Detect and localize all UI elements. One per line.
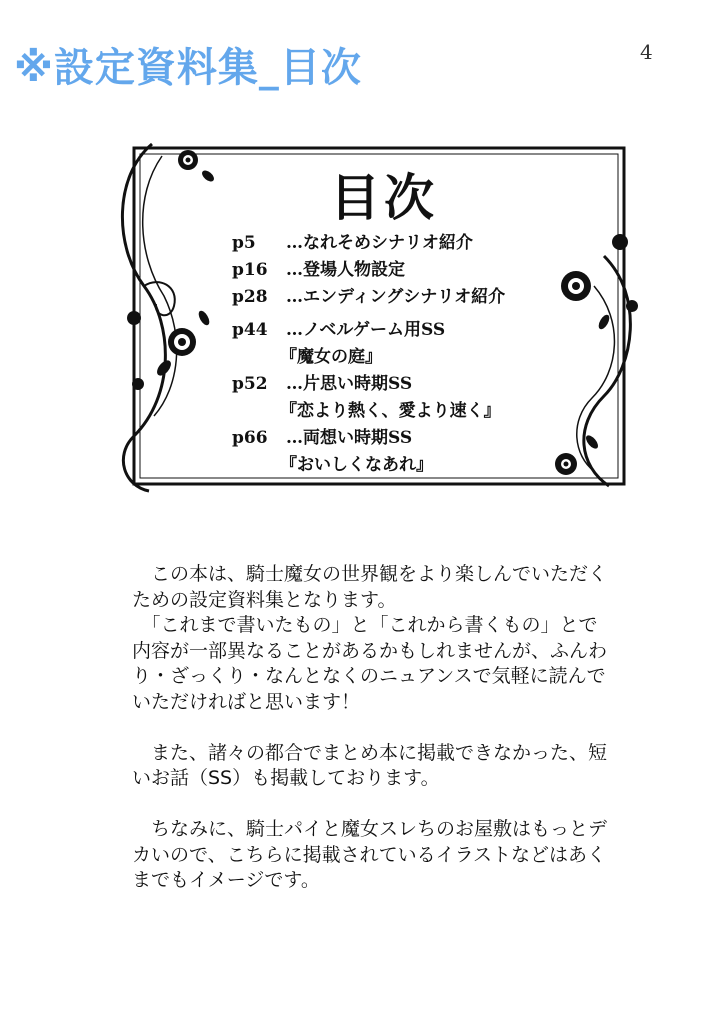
blank-line: [132, 715, 652, 741]
toc-frame: [104, 136, 644, 498]
toc-heading: 目次: [330, 168, 438, 227]
toc-entry: [232, 425, 632, 452]
toc-entry-subtitle: 『おいしくなあれ』: [280, 455, 433, 475]
toc-entry-page: p44: [232, 320, 268, 340]
body-line: また、諸々の都合でまとめ本に掲載できなかった、短: [132, 741, 608, 764]
toc-entry: [232, 371, 632, 398]
toc-entry-title: …なれそめシナリオ紹介: [286, 233, 473, 253]
toc-entry-page: p16: [232, 260, 268, 280]
body-line: カいので、こちらに掲載されているイラストなどはあく: [132, 843, 607, 866]
toc-entry: [232, 284, 632, 311]
body-line: この本は、騎士魔女の世界観をより楽しんでいただく: [132, 563, 608, 585]
page-number: 4: [640, 40, 653, 64]
toc-entry-page: p5: [232, 233, 256, 253]
body-line: までもイメージです。: [132, 869, 320, 891]
body-line: 「これまで書いたもの」と「これから書くもの」とで: [132, 614, 598, 636]
toc-entry-subtitle: 『恋より熱く、愛より速く』: [280, 401, 501, 421]
body-line: 内容が一部異なることがあるかもしれませんが、ふんわ: [132, 639, 608, 662]
toc-entry-title: …両想い時期SS: [286, 428, 413, 448]
toc-entry: [232, 317, 632, 344]
toc-entry-subtitle: 『魔女の庭』: [280, 347, 382, 367]
toc-entry-page: p66: [232, 428, 268, 448]
toc-entry: [232, 230, 632, 257]
toc-entry-title: …エンディングシナリオ紹介: [286, 287, 506, 307]
toc-list: [232, 230, 632, 479]
body-line: いただければと思います！: [132, 690, 361, 713]
body-line: ための設定資料集となります。: [132, 588, 397, 611]
toc-entry-title: …片思い時期SS: [286, 374, 413, 394]
toc-entry-page: p28: [232, 287, 268, 307]
body-line: り・ざっくり・なんとなくのニュアンスで気軽に読んで: [132, 665, 606, 687]
page-title: ※設定資料集_目次: [14, 45, 362, 91]
blank-line: [132, 792, 652, 818]
toc-entry: [232, 257, 632, 284]
toc-entry-title: …登場人物設定: [286, 260, 405, 280]
toc-entry-title: …ノベルゲーム用SS: [286, 320, 446, 340]
body-line: ちなみに、騎士パイと魔女スレちのお屋敷はもっとデ: [132, 818, 608, 840]
toc-entry-page: p52: [232, 374, 268, 394]
body-line: いお話（SS）も掲載しております。: [132, 767, 440, 789]
body-text: [132, 562, 652, 894]
